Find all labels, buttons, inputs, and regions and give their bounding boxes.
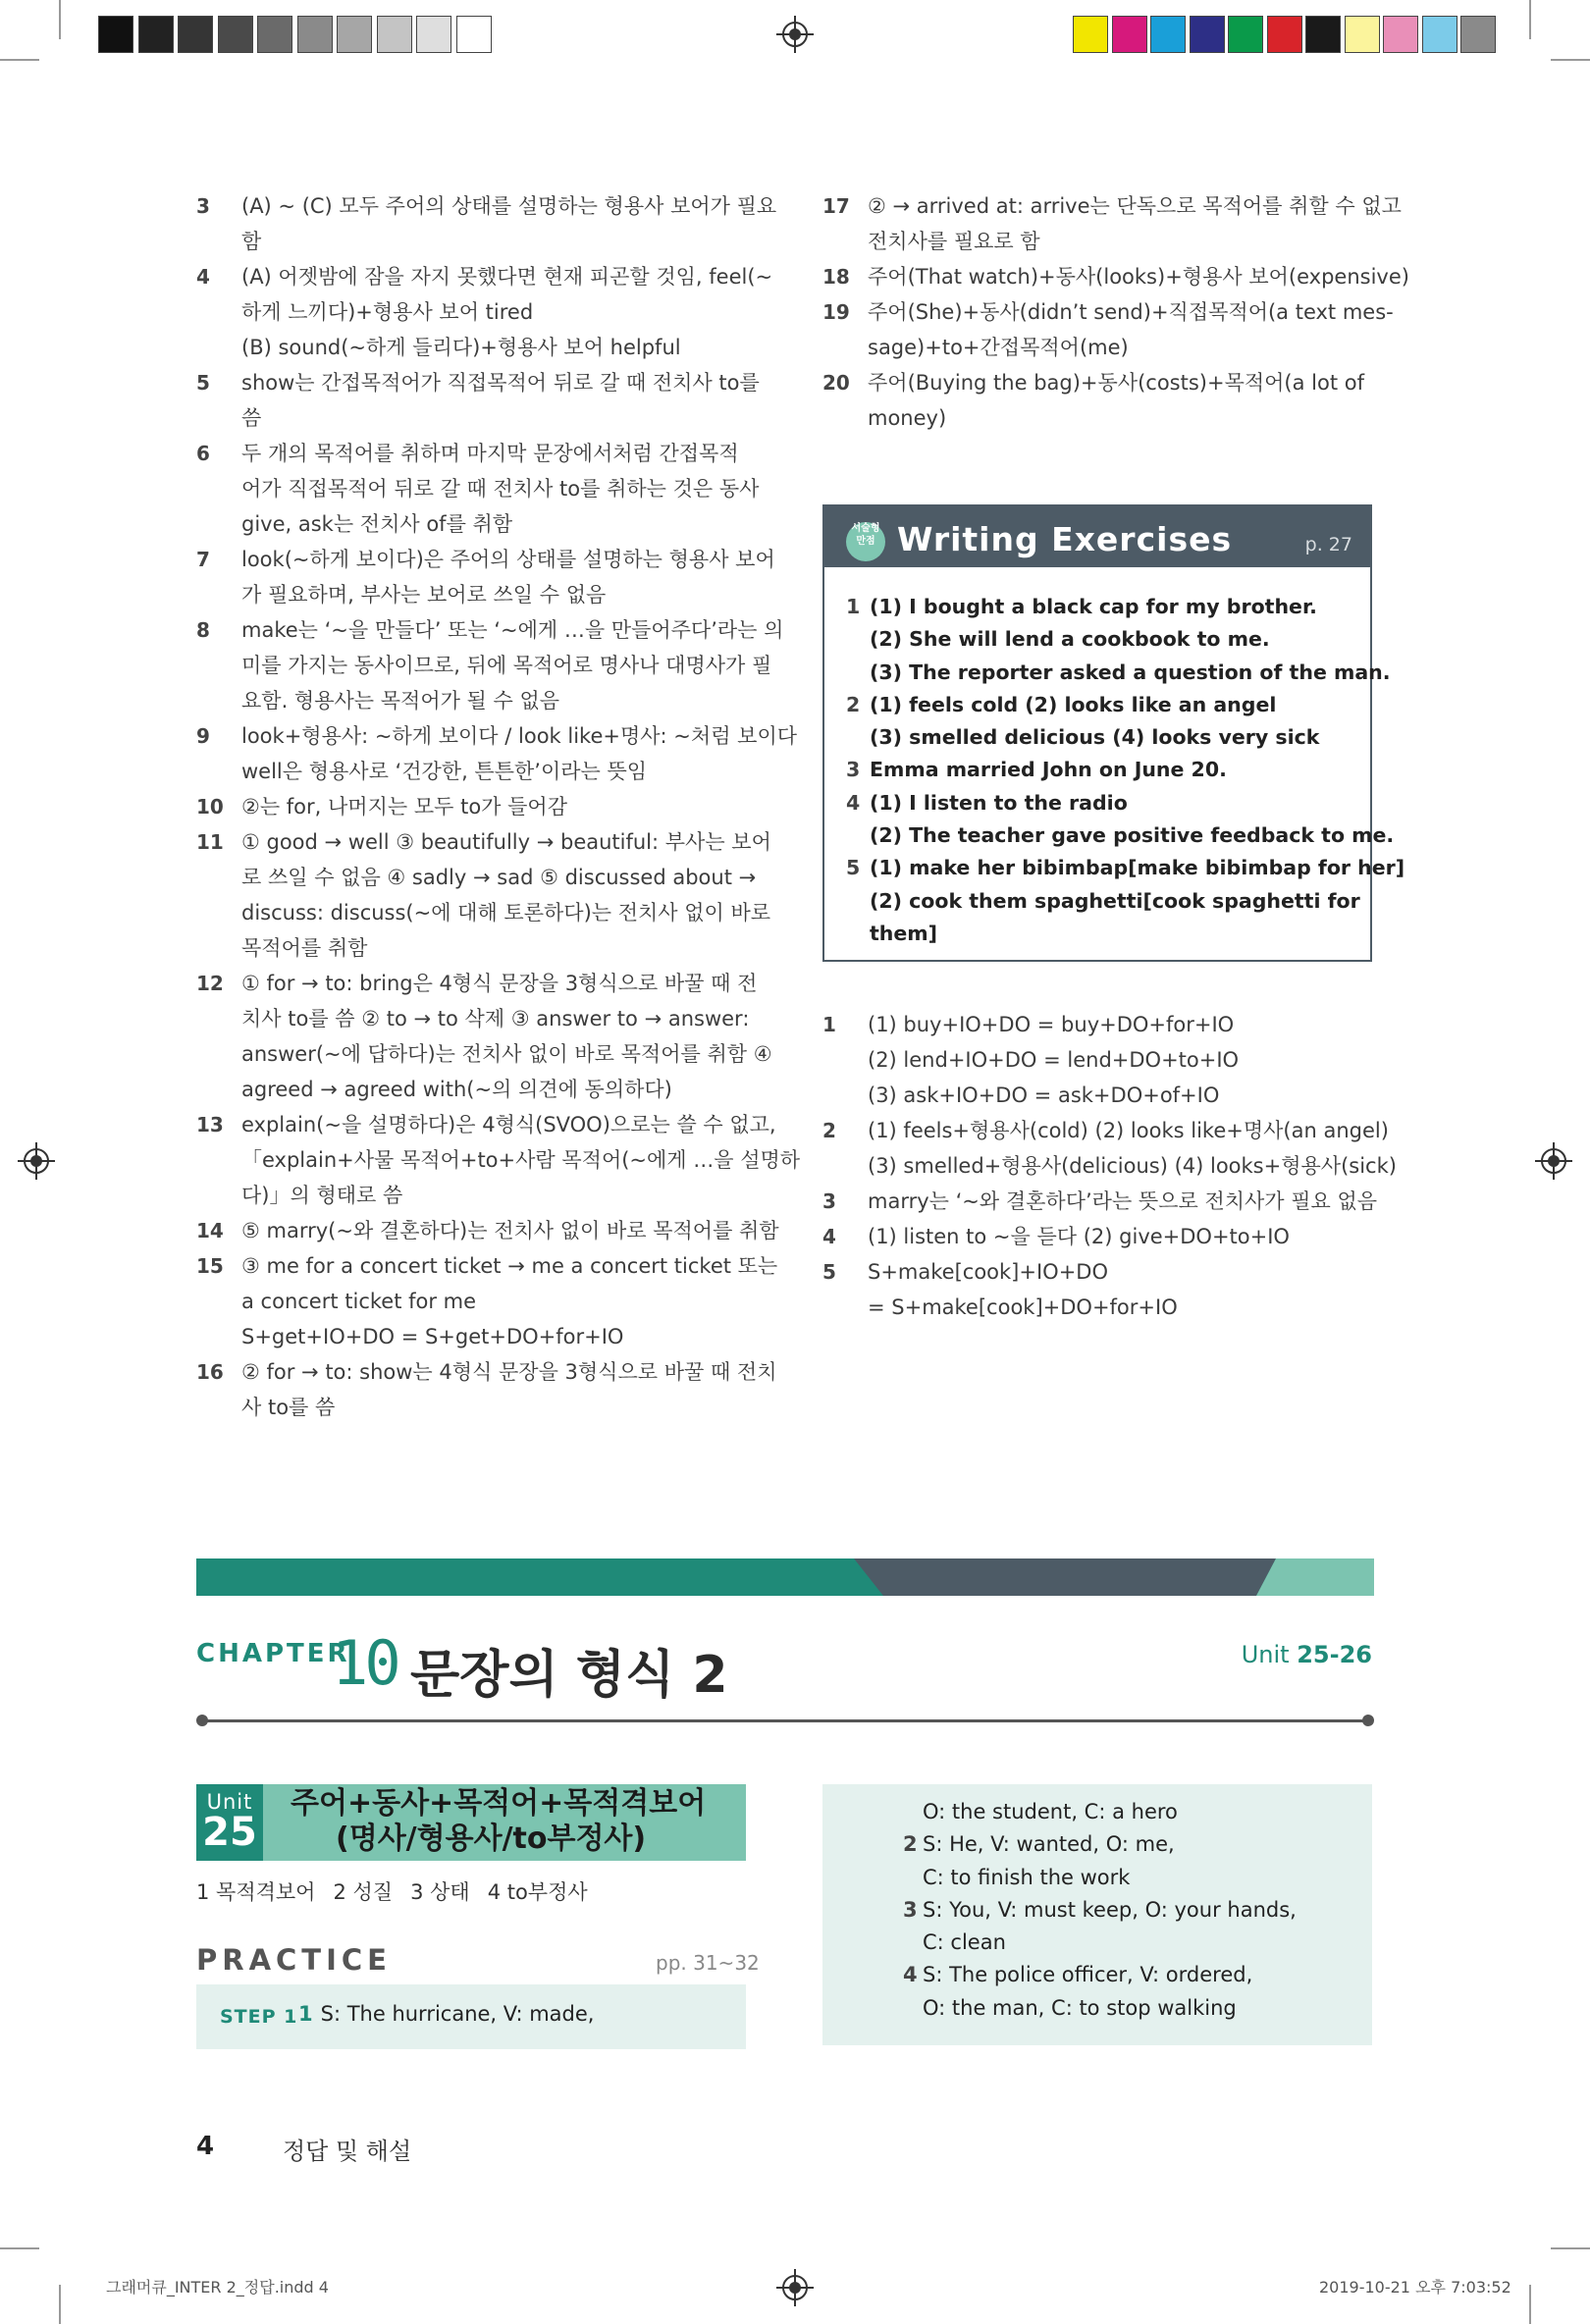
step-answer-text: S: The hurricane, V: made,	[320, 2002, 595, 2026]
answer-text	[868, 188, 1402, 259]
registration-mark-icon	[1541, 1148, 1566, 1174]
unit-keywords	[196, 1876, 606, 1906]
gray-swatch	[297, 16, 333, 53]
chapter-number: 10	[332, 1627, 398, 1699]
color-swatch	[1460, 16, 1496, 53]
answer-line: (3) smelled+형용사(delicious) (4) looks+형용사(sick)	[868, 1154, 1397, 1178]
answer-item	[822, 1184, 1378, 1219]
answer-number: 4	[822, 1225, 836, 1248]
answer-text	[241, 789, 746, 824]
writing-exercises-title: Writing Exercises	[897, 520, 1233, 558]
practice-answer-number	[903, 1927, 923, 1959]
writing-exercises-header	[824, 506, 1370, 567]
answer-line: (2) lend+IO+DO = lend+DO+to+IO	[868, 1048, 1240, 1072]
color-swatch	[1228, 16, 1263, 53]
answer-line: 가 필요하며, 부사는 보어로 쓰일 수 없음	[241, 583, 607, 607]
answer-number: 5	[196, 371, 210, 395]
answer-line: ② for → to: show는 4형식 문장을 3형식으로 바꿀 때 전치	[241, 1360, 777, 1384]
answer-line: (1) listen to ~을 듣다 (2) give+DO+to+IO	[868, 1225, 1290, 1248]
answer-number: 7	[196, 548, 210, 571]
answer-line: ① for → to: bring은 4형식 문장을 3형식으로 바꿀 때 전	[241, 972, 758, 995]
print-timestamp: 2019-10-21 오후 7:03:52	[1319, 2278, 1511, 2297]
answer-item	[822, 365, 1372, 436]
answer-line: ③ me for a concert ticket → me a concert ticket 또는	[241, 1254, 778, 1278]
answer-number: 3	[196, 194, 210, 218]
answer-line: S+get+IO+DO = S+get+DO+for+IO	[241, 1325, 624, 1348]
writing-exercises-box	[822, 504, 1405, 962]
gray-swatch	[257, 16, 292, 53]
practice-answer-text: S: He, V: wanted, O: me,	[923, 1832, 1175, 1857]
unit-title-line: (명사/형용사/to부정사)	[336, 1822, 647, 1856]
answer-text	[241, 259, 772, 365]
unit-label	[196, 1784, 263, 1861]
answer-number: 8	[196, 618, 210, 642]
crop-mark	[59, 0, 61, 39]
answer-number: 12	[196, 972, 224, 995]
answer-text	[868, 365, 1372, 436]
writing-item-text	[870, 689, 1319, 755]
color-swatch	[1267, 16, 1302, 53]
answer-line: answer(~에 답하다)는 전치사 없이 바로 목적어를 취함 ④	[241, 1042, 772, 1066]
answer-line: 주어(That watch)+동사(looks)+형용사 보어(expensive)	[868, 265, 1409, 289]
answer-line: 목적어를 취함	[241, 936, 368, 960]
answer-text	[241, 365, 760, 436]
answer-text	[868, 1184, 1377, 1219]
divider-dot	[196, 1715, 208, 1726]
answer-number: 14	[196, 1219, 224, 1242]
unit-range	[1242, 1641, 1372, 1668]
writing-line: (2) She will lend a cookbook to me.	[870, 627, 1270, 652]
writing-item	[846, 787, 1404, 853]
writing-item-text	[870, 852, 1404, 950]
page-title: 정답 및 해설	[283, 2138, 412, 2165]
answer-item	[196, 789, 746, 824]
writing-item-number: 1	[846, 595, 861, 618]
answer-item	[822, 1254, 1372, 1325]
answer-line: 로 쓰일 수 없음 ④ sadly → sad ⑤ discussed about →	[241, 866, 757, 889]
chapter-label: CHAPTER	[196, 1639, 350, 1668]
keyword-item: 4 to부정사	[487, 1880, 588, 1904]
answer-line: money)	[868, 406, 947, 430]
answer-line: 「explain+사물 목적어+to+사람 목적어(~에게 …을 설명하	[241, 1148, 801, 1172]
writing-line: (1) I bought a black cap for my brother.	[870, 595, 1317, 618]
answer-number: 4	[196, 265, 210, 289]
unit-number: 25	[202, 1810, 257, 1855]
gray-swatch	[377, 16, 412, 53]
answer-line: 다)」의 형태로 씀	[241, 1184, 403, 1207]
answer-item	[196, 259, 773, 365]
keyword-item: 2 성질	[333, 1880, 394, 1904]
color-swatch	[1345, 16, 1380, 53]
answer-item	[822, 1113, 1397, 1184]
answer-text	[241, 824, 771, 966]
writing-line: (2) The teacher gave positive feedback to me.	[870, 823, 1395, 848]
answer-item	[822, 259, 1409, 294]
gray-swatch	[456, 16, 492, 53]
step-answer-number: 1	[298, 2002, 313, 2026]
practice-answer-number: 2	[903, 1832, 918, 1857]
answer-item	[196, 188, 777, 259]
practice-answer-list	[903, 1796, 1297, 2025]
badge-icon: 서술형 만점	[846, 522, 885, 561]
writing-item-number: 2	[846, 692, 861, 716]
answer-line: 주어(She)+동사(didn’t send)+직접목적어(a text mes-	[868, 300, 1394, 324]
answer-item	[196, 1248, 778, 1354]
answer-text	[868, 259, 1409, 294]
color-swatch	[1112, 16, 1147, 53]
gray-swatch	[416, 16, 451, 53]
answer-number: 20	[822, 371, 850, 395]
writing-line: (2) cook them spaghetti[cook spaghetti for	[870, 888, 1360, 913]
band-segment	[1256, 1558, 1374, 1596]
answer-list-left	[196, 188, 801, 1425]
gray-swatch	[138, 16, 174, 53]
color-swatch	[1073, 16, 1108, 53]
practice-pages: pp. 31~32	[656, 1951, 760, 1975]
answer-line: well은 형용사로 ‘건강한, 튼튼한’이라는 뜻임	[241, 760, 648, 783]
answer-item	[196, 542, 775, 612]
answer-line: S+make[cook]+IO+DO	[868, 1260, 1108, 1284]
crop-mark	[1551, 2247, 1590, 2249]
chapter-band	[196, 1558, 1374, 1596]
practice-answer-number: 4	[903, 1963, 918, 1987]
writing-answer-list	[846, 591, 1404, 950]
answer-text	[868, 1007, 1372, 1113]
answer-number: 9	[196, 724, 210, 748]
file-name-slug: 그래머큐_INTER 2_정답.indd 4	[106, 2278, 329, 2297]
practice-answer-text: S: The police officer, V: ordered,	[923, 1963, 1253, 1987]
answer-text	[241, 966, 772, 1107]
crop-mark	[1551, 59, 1590, 61]
answer-text	[241, 188, 776, 259]
answer-line: look+형용사: ~하게 보이다 / look like+명사: ~처럼 보이다	[241, 724, 798, 748]
unit-title	[291, 1786, 706, 1857]
writing-item	[846, 591, 1404, 689]
writing-line: Emma married John on June 20.	[870, 758, 1227, 782]
chapter-divider	[201, 1719, 1365, 1722]
writing-item-text	[870, 754, 1227, 786]
answer-number: 3	[822, 1189, 836, 1213]
color-swatch	[1190, 16, 1225, 53]
writing-line: (3) The reporter asked a question of the man.	[870, 660, 1391, 684]
answer-item	[196, 365, 760, 436]
registration-mark-icon	[782, 22, 808, 47]
answer-number: 19	[822, 300, 850, 324]
writing-item-number: 3	[846, 758, 861, 782]
crop-mark	[1529, 0, 1531, 39]
answer-line: 미를 가지는 동사이므로, 뒤에 목적어로 명사나 대명사가 필	[241, 654, 772, 677]
writing-item-text	[870, 591, 1391, 689]
answer-line: (A) 어젯밤에 잠을 자지 못했다면 현재 피곤할 것임, feel(~	[241, 265, 773, 289]
answer-line: (1) feels+형용사(cold) (2) looks like+명사(an angel)	[868, 1119, 1389, 1142]
practice-answer-number: 3	[903, 1897, 918, 1922]
answer-line: ②는 for, 나머지는 모두 to가 들어감	[241, 795, 567, 819]
practice-answer-number	[903, 1862, 923, 1894]
practice-answer-number	[903, 1796, 923, 1828]
practice-answer-text: O: the man, C: to stop walking	[923, 1995, 1237, 2020]
answer-text	[868, 1254, 1372, 1325]
unit-title-line: 주어+동사+목적어+목적격보어	[291, 1786, 707, 1821]
answer-item	[196, 718, 798, 789]
answer-number: 5	[822, 1260, 836, 1284]
answer-line: 어가 직접목적어 뒤로 갈 때 전치사 to를 취하는 것은 동사	[241, 477, 760, 501]
answer-text	[241, 612, 783, 718]
answer-text	[241, 1248, 777, 1354]
divider-dot	[1362, 1715, 1374, 1726]
writing-item	[846, 689, 1404, 755]
answer-line: give, ask는 전치사 of를 취함	[241, 512, 513, 536]
answer-text	[241, 718, 797, 789]
practice-answer-text: O: the student, C: a hero	[923, 1800, 1178, 1823]
practice-heading: PRACTICE	[196, 1943, 392, 1977]
page-number: 4	[196, 2132, 215, 2161]
color-swatch	[1383, 16, 1418, 53]
answer-text	[241, 542, 775, 612]
practice-answer-line	[903, 1959, 1297, 1991]
answer-line: show는 간접목적어가 직접목적어 뒤로 갈 때 전치사 to를	[241, 371, 760, 395]
answer-line: (B) sound(~하게 들리다)+형용사 보어 helpful	[241, 336, 681, 359]
answer-text	[868, 1219, 1372, 1254]
answer-line: agreed → agreed with(~의 의견에 동의하다)	[241, 1078, 672, 1101]
color-swatch	[1150, 16, 1186, 53]
writing-line: (1) make her bibimbap[make bibimbap for her]	[870, 856, 1405, 880]
answer-line: ② → arrived at: arrive는 단독으로 목적어를 취할 수 없고	[868, 194, 1402, 218]
answer-number: 13	[196, 1113, 224, 1136]
chapter-title: 문장의 형식 2	[410, 1646, 728, 1705]
answer-text	[241, 1107, 800, 1213]
answer-line: 주어(Buying the bag)+동사(costs)+목적어(a lot of	[868, 371, 1365, 395]
answer-item	[196, 966, 772, 1107]
registration-mark-icon	[782, 2275, 808, 2300]
practice-answer-line	[923, 1992, 1297, 2025]
answer-line: 두 개의 목적어를 취하며 마지막 문장에서처럼 간접목적	[241, 442, 739, 465]
answer-text	[241, 1354, 777, 1425]
answer-line: look(~하게 보이다)은 주어의 상태를 설명하는 형용사 보어	[241, 548, 775, 571]
answer-number: 6	[196, 442, 210, 465]
writing-exercises-page: p. 27	[1304, 534, 1352, 555]
writing-item-number: 4	[846, 790, 861, 815]
gray-swatch	[98, 16, 133, 53]
answer-text	[868, 294, 1394, 365]
answer-number: 17	[822, 194, 850, 218]
answer-line: 요함. 형용사는 목적어가 될 수 없음	[241, 689, 560, 713]
answer-item	[822, 294, 1394, 365]
answer-line: a concert ticket for me	[241, 1290, 477, 1313]
practice-answer-line	[923, 1927, 1297, 1959]
practice-answer-line	[903, 1894, 1297, 1927]
answer-number: 11	[196, 830, 224, 854]
practice-answer-text: C: clean	[923, 1930, 1006, 1955]
practice-answer-line	[923, 1862, 1297, 1894]
answer-line: 사 to를 씀	[241, 1396, 336, 1419]
answer-number: 1	[822, 1013, 836, 1036]
writing-line: them]	[870, 921, 938, 945]
writing-line: (3) smelled delicious (4) looks very sick	[870, 725, 1320, 750]
answer-line: marry는 ‘~와 결혼하다’라는 뜻으로 전치사가 필요 없음	[868, 1189, 1378, 1213]
crop-mark	[1529, 2285, 1531, 2324]
answer-text	[241, 436, 759, 542]
answer-number: 2	[822, 1119, 836, 1142]
practice-answer-line	[903, 1828, 1297, 1861]
answer-item	[196, 612, 784, 718]
keyword-item: 1 목적격보어	[196, 1880, 316, 1904]
answer-number: 15	[196, 1254, 224, 1278]
crop-mark	[0, 59, 39, 61]
gray-swatch	[178, 16, 213, 53]
answer-line: make는 ‘~을 만들다’ 또는 ‘~에게 …을 만들어주다’라는 의	[241, 618, 784, 642]
keyword-item: 3 상태	[410, 1880, 470, 1904]
writing-line: (1) I listen to the radio	[870, 790, 1128, 815]
practice-answer-number	[903, 1992, 923, 2025]
answer-line: explain(~을 설명하다)은 4형식(SVOO)으로는 쓸 수 없고,	[241, 1113, 776, 1136]
practice-answer-text: S: You, V: must keep, O: your hands,	[923, 1897, 1297, 1922]
answer-line: 함	[241, 230, 262, 253]
step-label: STEP 1	[220, 2006, 298, 2028]
answer-item	[822, 1007, 1372, 1113]
answer-line: 치사 to를 씀 ② to → to 삭제 ③ answer to → answer:	[241, 1007, 750, 1030]
answer-line: (A) ~ (C) 모두 주어의 상태를 설명하는 형용사 보어가 필요	[241, 194, 777, 218]
answer-line: ① good → well ③ beautifully → beautiful: 부사는 보어	[241, 830, 771, 854]
answer-text	[241, 1213, 779, 1248]
writing-line: (1) feels cold (2) looks like an angel	[870, 692, 1277, 716]
unit-range-value: 25-26	[1297, 1641, 1372, 1668]
practice-answer-text: C: to finish the work	[923, 1865, 1131, 1889]
gray-swatch	[337, 16, 372, 53]
crop-mark	[0, 2247, 39, 2249]
answer-line: ⑤ marry(~와 결혼하다)는 전치사 없이 바로 목적어를 취함	[241, 1219, 779, 1242]
answer-number: 10	[196, 795, 224, 819]
answer-line: discuss: discuss(~에 대해 토론하다)는 전치사 없이 바로	[241, 901, 771, 924]
answer-item	[196, 1354, 777, 1425]
answer-line: 하게 느끼다)+형용사 보어 tired	[241, 300, 534, 324]
answer-item	[822, 188, 1402, 259]
color-swatch	[1422, 16, 1458, 53]
crop-mark	[59, 2285, 61, 2324]
answer-line: (1) buy+IO+DO = buy+DO+for+IO	[868, 1013, 1235, 1036]
answer-text	[868, 1113, 1397, 1184]
writing-item	[846, 852, 1404, 950]
writing-item-text	[870, 787, 1394, 853]
answer-item	[196, 436, 760, 542]
answer-item	[822, 1219, 1372, 1254]
answer-line: 씀	[241, 406, 262, 430]
answer-number: 18	[822, 265, 850, 289]
band-segment	[854, 1558, 1276, 1596]
answer-list-right	[822, 188, 1409, 436]
gray-swatch	[218, 16, 253, 53]
writing-item-number: 5	[846, 856, 861, 880]
color-swatch	[1305, 16, 1341, 53]
answer-number: 16	[196, 1360, 224, 1384]
answer-line: 전치사를 필요로 함	[868, 230, 1040, 253]
writing-item	[846, 754, 1404, 786]
registration-mark-icon	[24, 1148, 49, 1174]
answer-item	[196, 1107, 801, 1213]
unit-label-text: Unit	[206, 1790, 253, 1814]
practice-answer-line	[923, 1796, 1297, 1828]
writing-explanation-list	[822, 1007, 1397, 1325]
answer-item	[196, 824, 771, 966]
answer-line: sage)+to+간접목적어(me)	[868, 336, 1129, 359]
answer-line: = S+make[cook]+DO+for+IO	[868, 1295, 1178, 1319]
step-first-answer	[298, 2002, 594, 2026]
answer-item	[196, 1213, 779, 1248]
answer-line: (3) ask+IO+DO = ask+DO+of+IO	[868, 1083, 1220, 1107]
unit-range-prefix: Unit	[1241, 1641, 1290, 1668]
